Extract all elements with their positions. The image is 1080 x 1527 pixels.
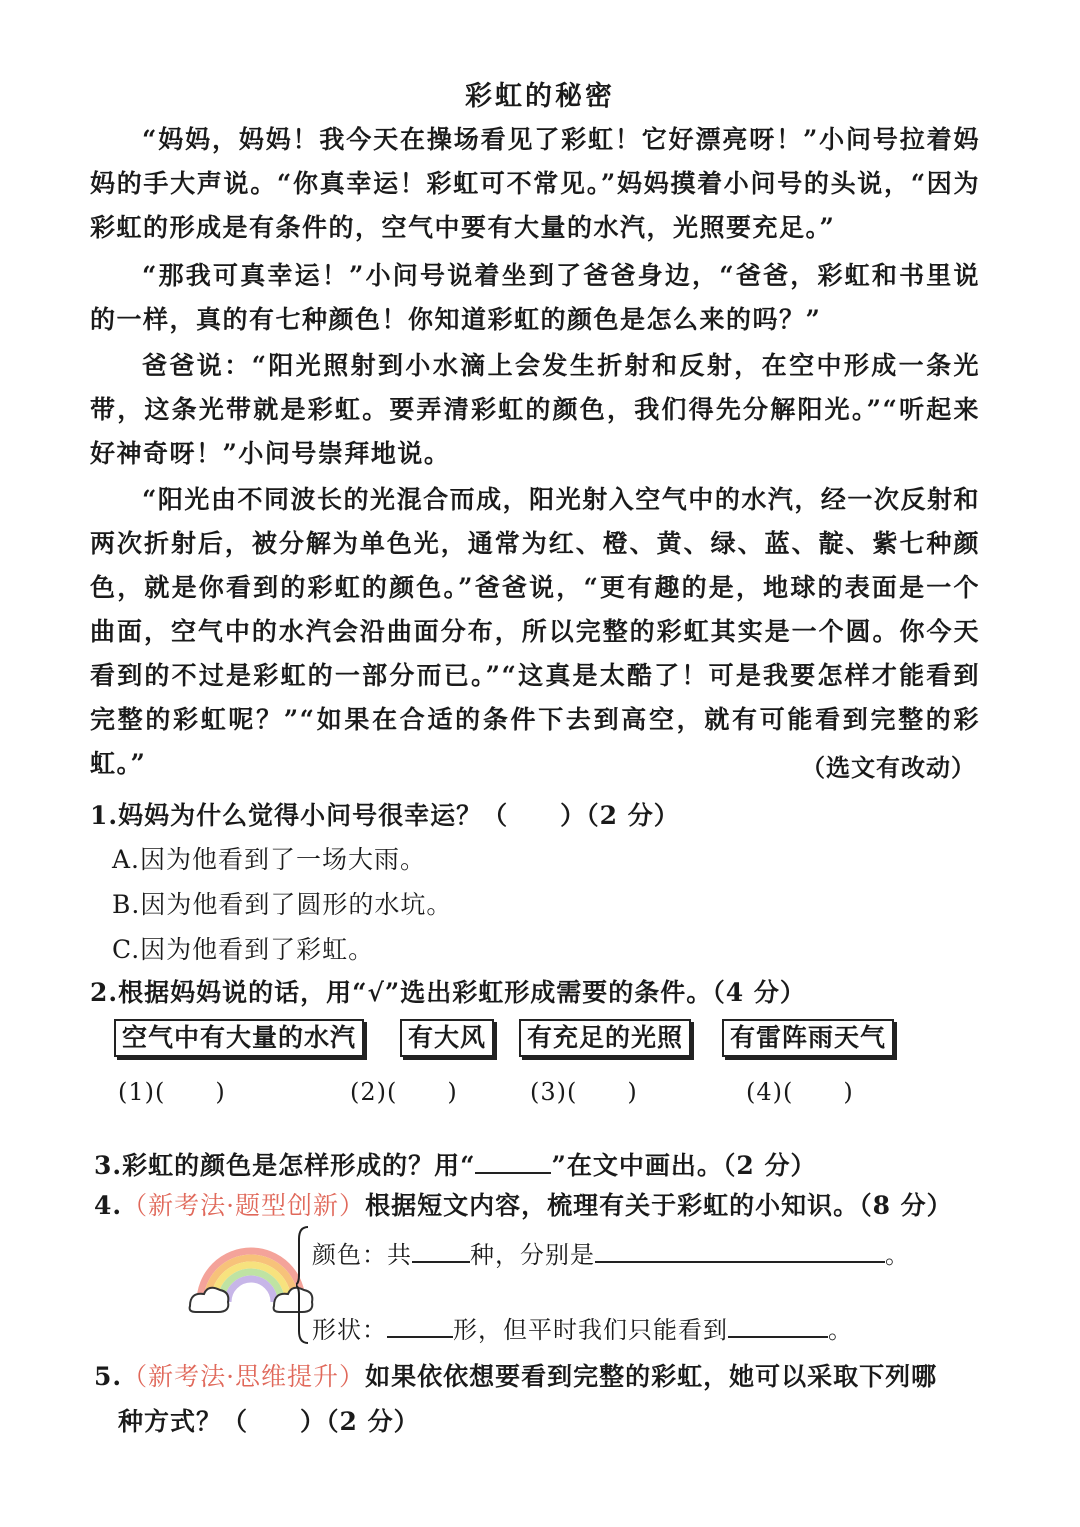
fact-color-line — [312, 1235, 910, 1270]
condition-box-1: 空气中有大量的水汽 — [114, 1019, 364, 1057]
condition-box-2: 有大风 — [400, 1019, 494, 1057]
fact-color-middle: 种，分别是 — [470, 1241, 595, 1269]
question-5-line-2: 种方式？（ ）（2 分） — [118, 1407, 420, 1436]
passage-paragraph-3: 爸爸说：“阳光照射到小水滴上会发生折射和反射，在空中形成一条光带，这条光带就是彩虹。要弄清彩虹的颜色，我们得先分解阳光。”“听起来好神奇呀！”小问号崇拜地说。 — [90, 351, 980, 468]
source-note: （选文有改动） — [801, 753, 976, 782]
underline-sample — [475, 1150, 551, 1174]
condition-box-4: 有雷阵雨天气 — [722, 1019, 894, 1057]
answer-paren-2[interactable]: (2)( ) — [350, 1078, 458, 1106]
question-1-stem: 1.妈妈为什么觉得小问号很幸运？（ ）（2 分） — [90, 801, 680, 830]
fact-color-end: 。 — [885, 1241, 910, 1269]
question-4-tag: （新考法·题型创新） — [122, 1191, 366, 1220]
bracket-icon — [296, 1225, 310, 1345]
question-1-option-a[interactable]: A.因为他看到了一场大雨。 — [112, 845, 427, 874]
question-3-suffix: ”在文中画出。（2 分） — [551, 1151, 817, 1180]
fact-shape-end: 。 — [828, 1316, 853, 1344]
passage-paragraph-2: “那我可真幸运！”小问号说着坐到了爸爸身边，“爸爸，彩虹和书里说的一样，真的有七种颜色！你知道彩虹的颜色是怎么来的吗？” — [90, 261, 980, 334]
color-count-blank[interactable] — [412, 1239, 470, 1263]
question-5-number: 5. — [94, 1362, 123, 1391]
passage-paragraph-1: “妈妈，妈妈！我今天在操场看见了彩虹！它好漂亮呀！”小问号拉着妈妈的手大声说。“你真幸运！彩虹可不常见。”妈妈摸着小问号的头说，“因为彩虹的形成是有条件的，空气中要有大量的水汽，光照要充足。” — [90, 125, 980, 242]
question-4-text: 根据短文内容，梳理有关于彩虹的小知识。（8 分） — [365, 1191, 953, 1220]
fact-shape-line — [312, 1310, 853, 1345]
question-2-stem: 2.根据妈妈说的话，用“√”选出彩虹形成需要的条件。（4 分） — [90, 978, 806, 1007]
question-3-prefix: 3.彩虹的颜色是怎样形成的？用“ — [94, 1151, 476, 1180]
answer-paren-4[interactable]: (4)( ) — [746, 1078, 854, 1106]
question-4-number: 4. — [94, 1191, 123, 1220]
question-1-option-b[interactable]: B.因为他看到了圆形的水坑。 — [112, 890, 453, 919]
question-3-stem — [94, 1146, 816, 1182]
question-5-tag: （新考法·思维提升） — [122, 1362, 366, 1391]
passage-paragraph-4: “阳光由不同波长的光混合而成，阳光射入空气中的水汽，经一次反射和两次折射后，被分解为单色光，通常为红、橙、黄、绿、蓝、靛、紫七种颜色，就是你看到的彩虹的颜色。”爸爸说，“更有趣的是，地球的表面是一个曲面，空气中的水汽会沿曲面分布，所以完整的彩虹其实是一个圆。你今天看到的不过是彩虹的一部分而已。”“这真是太酷了！可是我要怎样才能看到完整的彩虹呢？”“如果在合适的条件下去到高空，就有可能看到完整的彩虹。” — [90, 485, 980, 778]
color-list-blank[interactable] — [595, 1239, 885, 1263]
condition-box-3: 有充足的光照 — [519, 1019, 691, 1057]
shape-blank[interactable] — [387, 1314, 453, 1338]
question-1-option-c[interactable]: C.因为他看到了彩虹。 — [112, 935, 375, 964]
fact-color-label: 颜色：共 — [312, 1241, 412, 1269]
fact-shape-label: 形状： — [312, 1316, 387, 1344]
question-4-stem — [94, 1186, 953, 1222]
answer-paren-3[interactable]: (3)( ) — [530, 1078, 638, 1106]
question-5-text: 如果依依想要看到完整的彩虹，她可以采取下列哪 — [365, 1362, 938, 1391]
question-5-stem — [94, 1357, 937, 1393]
fact-shape-middle: 形，但平时我们只能看到 — [453, 1316, 728, 1344]
passage-title: 彩虹的秘密 — [465, 81, 615, 112]
answer-paren-1[interactable]: (1)( ) — [118, 1078, 226, 1106]
visible-part-blank[interactable] — [728, 1314, 828, 1338]
